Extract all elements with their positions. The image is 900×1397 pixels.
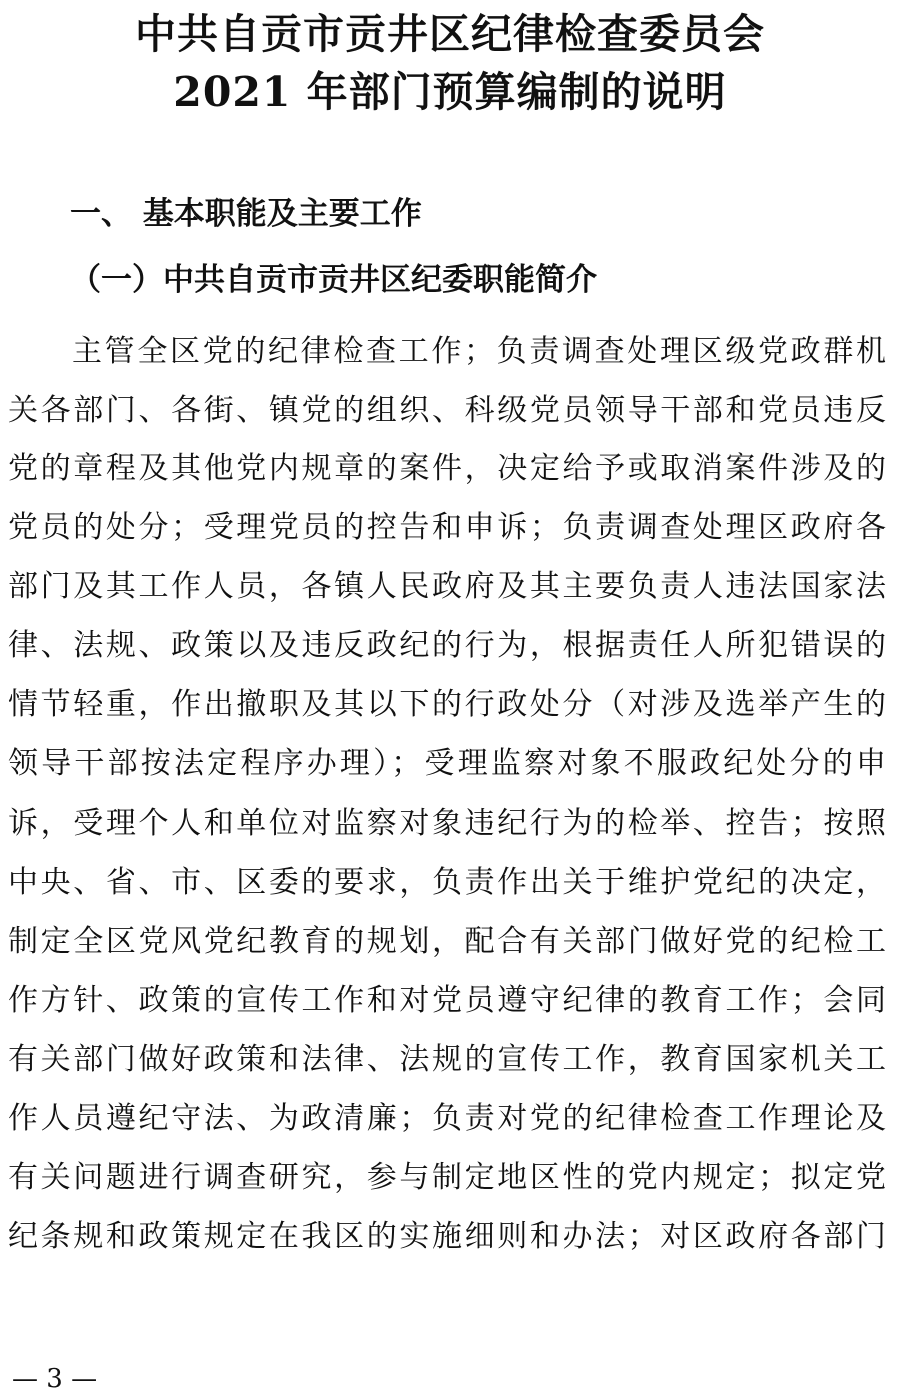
- page-number: — 3 —: [12, 1364, 98, 1394]
- body-line: 情节轻重，作出撤职及其以下的行政处分（对涉及选举产生的: [8, 687, 886, 722]
- body-line: 有关问题进行调查研究，参与制定地区性的党内规定；拟定党: [8, 1160, 886, 1195]
- body-line: 律、法规、政策以及违反政纪的行为，根据责任人所犯错误的: [8, 628, 886, 663]
- body-line: 党的章程及其他党内规章的案件，决定给予或取消案件涉及的: [8, 451, 886, 486]
- body-line: 作方针、政策的宣传工作和对党员遵守纪律的教育工作；会同: [8, 983, 886, 1018]
- body-line: 纪条规和政策规定在我区的实施细则和办法；对区政府各部门: [8, 1219, 886, 1254]
- section-heading-basic-functions: 一、 基本职能及主要工作: [70, 196, 422, 232]
- body-line: 制定全区党风党纪教育的规划，配合有关部门做好党的纪检工: [8, 924, 886, 959]
- document-title-line-1: 中共自贡市贡井区纪律检查委员会: [135, 10, 765, 58]
- body-line: 部门及其工作人员，各镇人民政府及其主要负责人违法国家法: [8, 569, 886, 604]
- body-line: 领导干部按法定程序办理）；受理监察对象不服政纪处分的申: [8, 746, 886, 781]
- body-line: 有关部门做好政策和法律、法规的宣传工作，教育国家机关工: [8, 1042, 886, 1077]
- body-line: 党员的处分；受理党员的控告和申诉；负责调查处理区政府各: [8, 510, 886, 545]
- document-title-line-2: 2021 年部门预算编制的说明: [173, 68, 727, 116]
- body-line: 主管全区党的纪律检查工作；负责调查处理区级党政群机: [72, 334, 886, 369]
- subsection-heading-commission-overview: （一）中共自贡市贡井区纪委职能简介: [70, 262, 597, 298]
- body-line: 作人员遵纪守法、为政清廉；负责对党的纪律检查工作理论及: [8, 1101, 886, 1136]
- body-line: 中央、省、市、区委的要求，负责作出关于维护党纪的决定，: [8, 865, 886, 900]
- body-line: 关各部门、各街、镇党的组织、科级党员领导干部和党员违反: [8, 393, 886, 428]
- body-line: 诉，受理个人和单位对监察对象违纪行为的检举、控告；按照: [8, 806, 886, 841]
